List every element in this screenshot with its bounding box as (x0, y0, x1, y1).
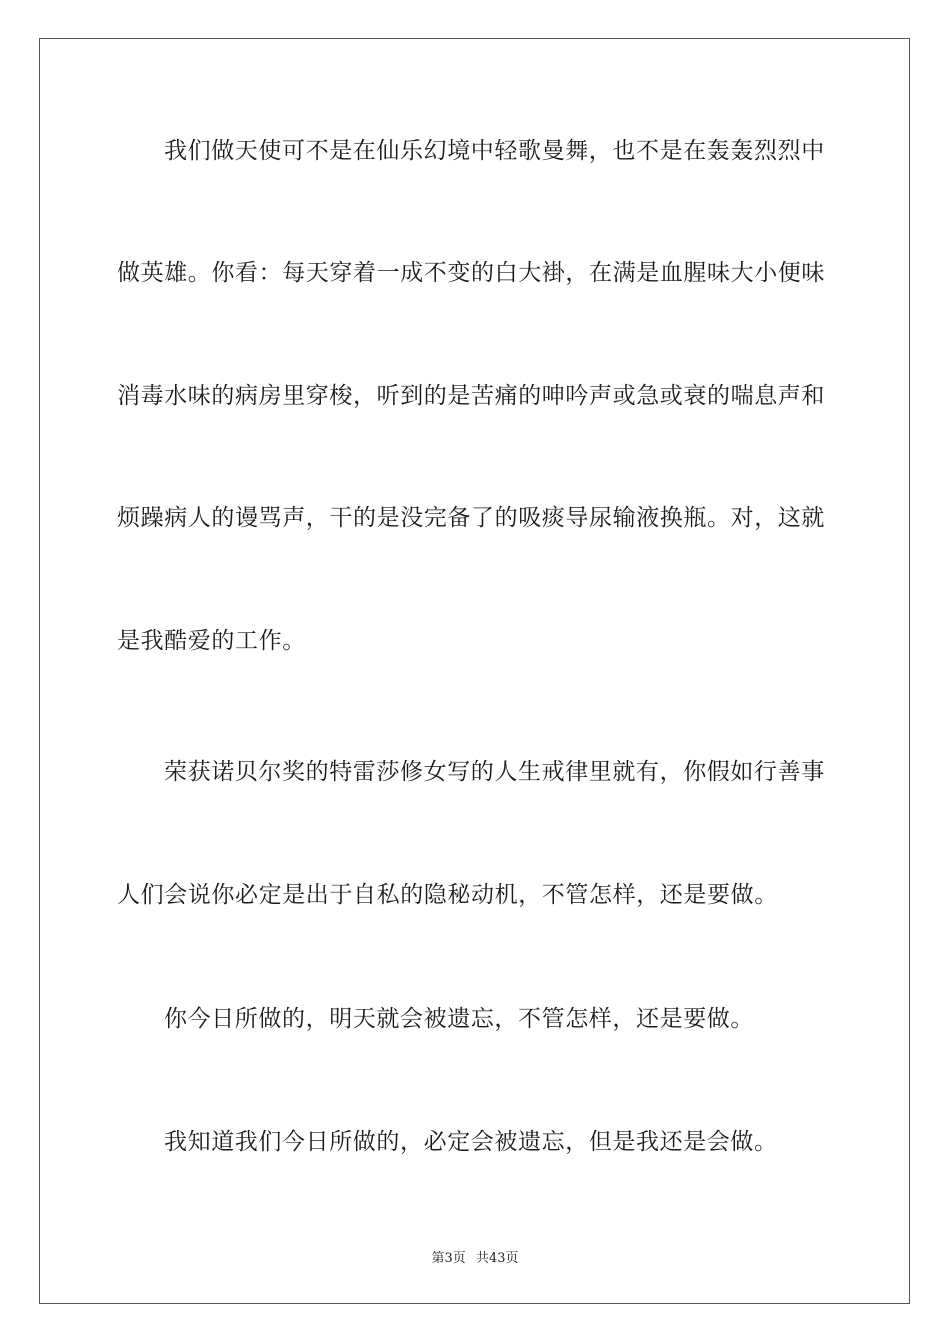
paragraph-line: 人们会说你必定是出于自私的隐秘动机，不管怎样，还是要做。 (117, 882, 778, 908)
page-border (39, 38, 910, 1304)
paragraph-line: 消毒水味的病房里穿梭，听到的是苦痛的呻吟声或急或衰的喘息声和 (117, 383, 825, 409)
total-pages: 共43页 (475, 1251, 519, 1266)
paragraph-line: 做英雄。你看：每天穿着一成不变的白大褂，在满是血腥味大小便味 (117, 260, 825, 286)
paragraph-line: 是我酷爱的工作。 (117, 628, 306, 654)
paragraph-line: 我们做天使可不是在仙乐幻境中轻歌曼舞，也不是在轰轰烈烈中 (164, 138, 825, 164)
paragraph-line: 荣获诺贝尔奖的特雷莎修女写的人生戒律里就有，你假如行善事 (164, 759, 825, 785)
paragraph-line: 烦躁病人的谩骂声，干的是没完备了的吸痰导尿输液换瓶。对，这就 (117, 505, 825, 531)
page-footer (0, 1247, 950, 1266)
paragraph-line: 你今日所做的，明天就会被遗忘，不管怎样，还是要做。 (164, 1006, 754, 1032)
paragraph-line: 我知道我们今日所做的，必定会被遗忘，但是我还是会做。 (164, 1129, 778, 1155)
page-number: 第3页 (431, 1251, 466, 1266)
